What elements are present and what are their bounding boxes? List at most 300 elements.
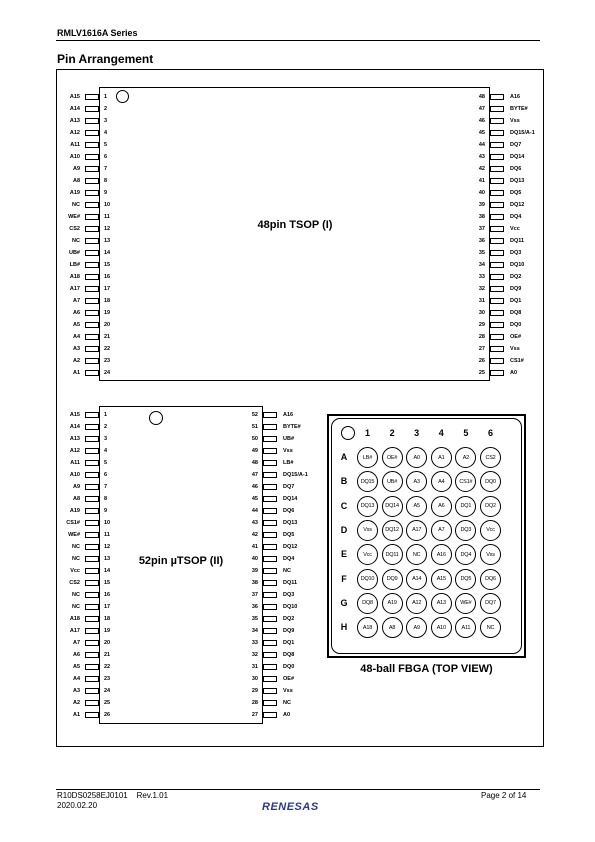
pin-number: 38	[478, 214, 485, 220]
pin-number: 2	[104, 106, 108, 112]
pin-lead	[85, 118, 99, 124]
ball: A6	[431, 496, 452, 517]
pin-label: NC	[283, 568, 291, 574]
ball: A18	[357, 617, 378, 638]
pin-number: 29	[478, 322, 485, 328]
pin-label: A15	[69, 412, 80, 418]
ball: NC	[406, 544, 427, 565]
pin-lead	[85, 274, 99, 280]
pin-lead	[85, 214, 99, 220]
pin-label: A6	[72, 310, 80, 316]
pin-number: 7	[104, 166, 108, 172]
pin-label: NC	[72, 604, 80, 610]
ball: LB#	[357, 447, 378, 468]
pin-number: 8	[104, 178, 108, 184]
row-label: F	[341, 573, 347, 584]
pin-lead	[85, 556, 99, 562]
ball-a1-marker-icon	[341, 426, 355, 440]
pin-label: A4	[72, 676, 80, 682]
pin-lead	[490, 262, 504, 268]
pin-number: 3	[104, 436, 108, 442]
pin-lead	[263, 484, 277, 490]
pin-number: 9	[104, 190, 108, 196]
pin-lead	[85, 592, 99, 598]
pin-lead	[85, 688, 99, 694]
ball: Vcc	[480, 520, 501, 541]
pin-number: 43	[478, 154, 485, 160]
pin-number: 37	[251, 592, 258, 598]
pin1-marker-icon	[149, 411, 163, 425]
pin-lead	[263, 568, 277, 574]
pin-label: DQ9	[510, 286, 522, 292]
pin-label: A12	[69, 130, 80, 136]
pin-lead	[85, 190, 99, 196]
pin-lead	[490, 142, 504, 148]
pin-number: 33	[478, 274, 485, 280]
pin-number: 7	[104, 484, 108, 490]
pin-number: 39	[251, 568, 258, 574]
ball: DQ14	[382, 496, 403, 517]
pin-lead	[263, 628, 277, 634]
renesas-logo: RENESAS	[262, 801, 319, 813]
pin-lead	[85, 616, 99, 622]
pin-label: DQ10	[510, 262, 525, 268]
pin-lead	[263, 508, 277, 514]
pin-number: 1	[104, 94, 108, 100]
pin-label: BYTE#	[283, 424, 301, 430]
pin-label: DQ6	[510, 166, 522, 172]
pin-lead	[490, 238, 504, 244]
pin-lead	[490, 118, 504, 124]
pin-number: 32	[478, 286, 485, 292]
ball: DQ2	[480, 496, 501, 517]
pin-number: 18	[104, 616, 111, 622]
pin-label: DQ14	[283, 496, 298, 502]
pin-number: 35	[251, 616, 258, 622]
ball: NC	[480, 617, 501, 638]
pin-number: 44	[251, 508, 258, 514]
pin-lead	[85, 142, 99, 148]
pin-label: Vcc	[70, 568, 80, 574]
pin-lead	[263, 604, 277, 610]
ball: OE#	[382, 447, 403, 468]
pin-number: 34	[251, 628, 258, 634]
ball: UB#	[382, 471, 403, 492]
pin-number: 31	[251, 664, 258, 670]
pin-lead	[490, 178, 504, 184]
pin-number: 37	[478, 226, 485, 232]
pin-label: NC	[72, 202, 80, 208]
pin-number: 25	[104, 700, 111, 706]
ball: DQ12	[382, 520, 403, 541]
pin-lead	[263, 532, 277, 538]
pin-number: 2	[104, 424, 108, 430]
pin-label: A0	[510, 370, 518, 376]
fbga-title: 48-ball FBGA (TOP VIEW)	[360, 663, 493, 675]
ball: A15	[431, 569, 452, 590]
pin-lead	[263, 592, 277, 598]
pin-label: Vss	[510, 118, 520, 124]
pin-lead	[85, 94, 99, 100]
ball: A13	[431, 593, 452, 614]
pin-number: 26	[104, 712, 111, 718]
pin-lead	[263, 448, 277, 454]
pin-lead	[263, 712, 277, 718]
pin-label: A16	[283, 412, 294, 418]
pin-number: 12	[104, 544, 111, 550]
row-label: H	[340, 622, 348, 633]
pin-label: DQ12	[283, 544, 298, 550]
pin-number: 23	[104, 676, 111, 682]
pin-label: A8	[72, 496, 80, 502]
pin-number: 14	[104, 568, 111, 574]
pin-number: 4	[104, 130, 108, 136]
pin-label: DQ4	[510, 214, 522, 220]
pin-lead	[490, 286, 504, 292]
doc-number: R10DS0258EJ0101	[57, 791, 128, 800]
pin-label: LB#	[283, 460, 294, 466]
pin-number: 26	[478, 358, 485, 364]
pin-label: NC	[72, 238, 80, 244]
pin-lead	[85, 460, 99, 466]
pin-label: CS1#	[510, 358, 524, 364]
pin-number: 21	[104, 652, 111, 658]
column-label: 2	[389, 428, 395, 438]
pin-label: A17	[69, 628, 80, 634]
pin-lead	[85, 424, 99, 430]
pin-lead	[85, 358, 99, 364]
pin-lead	[85, 520, 99, 526]
pin-label: A14	[69, 106, 80, 112]
pin-lead	[85, 544, 99, 550]
pin-number: 6	[104, 154, 108, 160]
pin-number: 21	[104, 334, 111, 340]
pin-label: A13	[69, 118, 80, 124]
pin-number: 16	[104, 274, 111, 280]
pin-number: 24	[104, 688, 111, 694]
pin-number: 24	[104, 370, 111, 376]
row-label: D	[340, 524, 348, 535]
pin-number: 23	[104, 358, 111, 364]
pin-lead	[490, 370, 504, 376]
pin-number: 30	[478, 310, 485, 316]
pin-lead	[85, 346, 99, 352]
pin-label: A18	[69, 274, 80, 280]
pin-number: 8	[104, 496, 108, 502]
pin-lead	[263, 544, 277, 550]
revision: Rev.1.01	[136, 791, 169, 800]
ball: DQ8	[357, 593, 378, 614]
pin-lead	[85, 640, 99, 646]
pin-lead	[85, 130, 99, 136]
pin-label: DQ2	[510, 274, 522, 280]
pin-number: 40	[478, 190, 485, 196]
pin-label: DQ0	[283, 664, 295, 670]
tsop48-title: 48pin TSOP (I)	[257, 219, 333, 231]
pin-label: A3	[72, 346, 80, 352]
pin-label: A19	[69, 508, 80, 514]
pin-label: A3	[72, 688, 80, 694]
column-label: 5	[463, 428, 469, 438]
pin-label: Vss	[283, 688, 293, 694]
pin-number: 13	[104, 238, 111, 244]
ball: A4	[431, 471, 452, 492]
ball: CS1#	[455, 471, 476, 492]
ball: Vss	[480, 544, 501, 565]
footer-rule	[56, 789, 540, 790]
pin-number: 20	[104, 322, 111, 328]
pin-label: DQ12	[510, 202, 525, 208]
pin-number: 42	[478, 166, 485, 172]
pin-label: DQ9	[283, 628, 295, 634]
pin-lead	[490, 310, 504, 316]
pin-number: 40	[251, 556, 258, 562]
pin-lead	[263, 652, 277, 658]
ball: A9	[406, 617, 427, 638]
pin-lead	[263, 436, 277, 442]
pin-lead	[85, 712, 99, 718]
pin-label: Vcc	[510, 226, 520, 232]
pin-number: 11	[104, 532, 110, 538]
pin-number: 19	[104, 628, 111, 634]
pin-label: A10	[69, 472, 80, 478]
pin-label: DQ4	[283, 556, 295, 562]
pin-label: DQ13	[510, 178, 525, 184]
pin-lead	[263, 556, 277, 562]
pin-number: 46	[478, 118, 485, 124]
pin-lead	[85, 604, 99, 610]
pin-lead	[85, 628, 99, 634]
ball: DQ7	[480, 593, 501, 614]
ball: A14	[406, 569, 427, 590]
pin-number: 48	[251, 460, 258, 466]
pin-label: A2	[72, 358, 80, 364]
pin-lead	[85, 322, 99, 328]
pin-lead	[490, 358, 504, 364]
pin-label: A1	[72, 712, 80, 718]
ball: A8	[382, 617, 403, 638]
pin-number: 13	[104, 556, 111, 562]
pin-label: DQ1	[510, 298, 522, 304]
pin-label: DQ13	[283, 520, 298, 526]
pin-label: A16	[510, 94, 521, 100]
pin-number: 33	[251, 640, 258, 646]
pin-lead	[85, 652, 99, 658]
pin-label: A1	[72, 370, 80, 376]
pin-lead	[263, 676, 277, 682]
pin-number: 35	[478, 250, 485, 256]
pin-number: 43	[251, 520, 258, 526]
pin-label: DQ11	[510, 238, 525, 244]
ball: A3	[406, 471, 427, 492]
doc-id-line	[57, 791, 168, 801]
pin-label: A5	[72, 322, 80, 328]
pin-label: DQ5	[510, 190, 522, 196]
pin-label: A10	[69, 154, 80, 160]
ball: DQ11	[382, 544, 403, 565]
pin-label: DQ11	[283, 580, 298, 586]
pin-label: A9	[72, 484, 80, 490]
pin-label: DQ8	[283, 652, 295, 658]
pin-number: 10	[104, 520, 111, 526]
row-label: G	[340, 597, 348, 608]
pin-number: 45	[251, 496, 258, 502]
ball: DQ15	[357, 471, 378, 492]
pin-label: LB#	[69, 262, 80, 268]
ball: A0	[406, 447, 427, 468]
pin-label: A8	[72, 178, 80, 184]
pin-number: 38	[251, 580, 258, 586]
row-label: C	[340, 500, 348, 511]
pin-label: DQ7	[283, 484, 295, 490]
pin-number: 14	[104, 250, 111, 256]
pin-number: 41	[478, 178, 485, 184]
ball: CS2	[480, 447, 501, 468]
pin-lead	[263, 496, 277, 502]
pin-label: A17	[69, 286, 80, 292]
pin-label: A11	[70, 142, 80, 148]
pin-label: NC	[283, 700, 291, 706]
pin-label: CS1#	[66, 520, 80, 526]
pin-number: 47	[478, 106, 485, 112]
pin-lead	[85, 472, 99, 478]
pin-lead	[490, 322, 504, 328]
pin-label: A9	[72, 166, 80, 172]
pin-number: 15	[104, 580, 111, 586]
header-rule	[56, 40, 540, 41]
pin-lead	[490, 190, 504, 196]
pin-lead	[263, 412, 277, 418]
pin-label: A7	[72, 298, 80, 304]
pin-lead	[263, 688, 277, 694]
ball: DQ4	[455, 544, 476, 565]
pin1-marker-icon	[116, 90, 129, 103]
pin-label: NC	[72, 556, 80, 562]
pin-label: DQ14	[510, 154, 525, 160]
ball: A17	[406, 520, 427, 541]
ball: A1	[431, 447, 452, 468]
pin-number: 19	[104, 310, 111, 316]
ball: WE#	[455, 593, 476, 614]
pin-number: 18	[104, 298, 111, 304]
pin-lead	[85, 202, 99, 208]
pin-label: OE#	[510, 334, 522, 340]
pin-lead	[490, 250, 504, 256]
pin-number: 50	[251, 436, 258, 442]
pin-lead	[85, 298, 99, 304]
pin-lead	[263, 520, 277, 526]
pin-lead	[85, 370, 99, 376]
document-series-header: RMLV1616A Series	[57, 28, 138, 38]
pin-number: 27	[251, 712, 258, 718]
pin-number: 39	[478, 202, 485, 208]
pin-number: 34	[478, 262, 485, 268]
ball: A5	[406, 496, 427, 517]
pin-lead	[85, 226, 99, 232]
pin-lead	[490, 166, 504, 172]
pin-lead	[490, 154, 504, 160]
pin-number: 48	[478, 94, 485, 100]
pin-label: CS2	[69, 580, 80, 586]
pin-lead	[263, 580, 277, 586]
pin-lead	[263, 700, 277, 706]
pin-label: DQ3	[283, 592, 295, 598]
pin-lead	[85, 700, 99, 706]
pin-number: 41	[251, 544, 258, 550]
pin-label: DQ7	[510, 142, 522, 148]
ball: DQ10	[357, 569, 378, 590]
pin-number: 46	[251, 484, 258, 490]
ball: A7	[431, 520, 452, 541]
pin-lead	[490, 214, 504, 220]
section-title: Pin Arrangement	[57, 52, 154, 66]
pin-label: DQ5	[283, 532, 295, 538]
pin-lead	[85, 484, 99, 490]
pin-number: 51	[251, 424, 258, 430]
pin-number: 31	[478, 298, 485, 304]
pin-label: DQ3	[510, 250, 522, 256]
column-label: 4	[438, 428, 444, 438]
pin-number: 22	[104, 664, 111, 670]
pin-label: A2	[72, 700, 80, 706]
pin-lead	[490, 94, 504, 100]
pin-number: 17	[104, 286, 111, 292]
pin-number: 12	[104, 226, 111, 232]
tsop48-package-body	[99, 87, 490, 381]
pin-label: NC	[72, 544, 80, 550]
pin-lead	[490, 298, 504, 304]
pin-label: DQ10	[283, 604, 298, 610]
pin-lead	[263, 460, 277, 466]
pin-label: A19	[69, 190, 80, 196]
pin-lead	[263, 424, 277, 430]
ball: A12	[406, 593, 427, 614]
ball: DQ13	[357, 496, 378, 517]
pin-number: 49	[251, 448, 258, 454]
pin-lead	[85, 262, 99, 268]
pin-number: 17	[104, 604, 111, 610]
ball: A2	[455, 447, 476, 468]
pin-number: 42	[251, 532, 258, 538]
column-label: 1	[364, 428, 370, 438]
pin-lead	[85, 436, 99, 442]
pin-label: DQ1	[283, 640, 295, 646]
pin-number: 29	[251, 688, 258, 694]
pin-number: 20	[104, 640, 111, 646]
pin-lead	[263, 664, 277, 670]
pin-number: 25	[478, 370, 485, 376]
pin-label: UB#	[283, 436, 295, 442]
ball: A11	[455, 617, 476, 638]
pin-lead	[263, 472, 277, 478]
pin-lead	[85, 664, 99, 670]
pin-lead	[85, 508, 99, 514]
pin-label: A11	[70, 460, 80, 466]
pin-label: A13	[69, 436, 80, 442]
pin-number: 6	[104, 472, 108, 478]
pin-lead	[490, 202, 504, 208]
pin-label: UB#	[68, 250, 80, 256]
pin-label: DQ6	[283, 508, 295, 514]
pin-lead	[85, 286, 99, 292]
pin-label: A0	[283, 712, 291, 718]
pin-label: A12	[69, 448, 80, 454]
pin-number: 44	[478, 142, 485, 148]
pin-lead	[85, 532, 99, 538]
row-label: E	[340, 549, 347, 560]
pin-label: A7	[72, 640, 80, 646]
pin-number: 30	[251, 676, 258, 682]
